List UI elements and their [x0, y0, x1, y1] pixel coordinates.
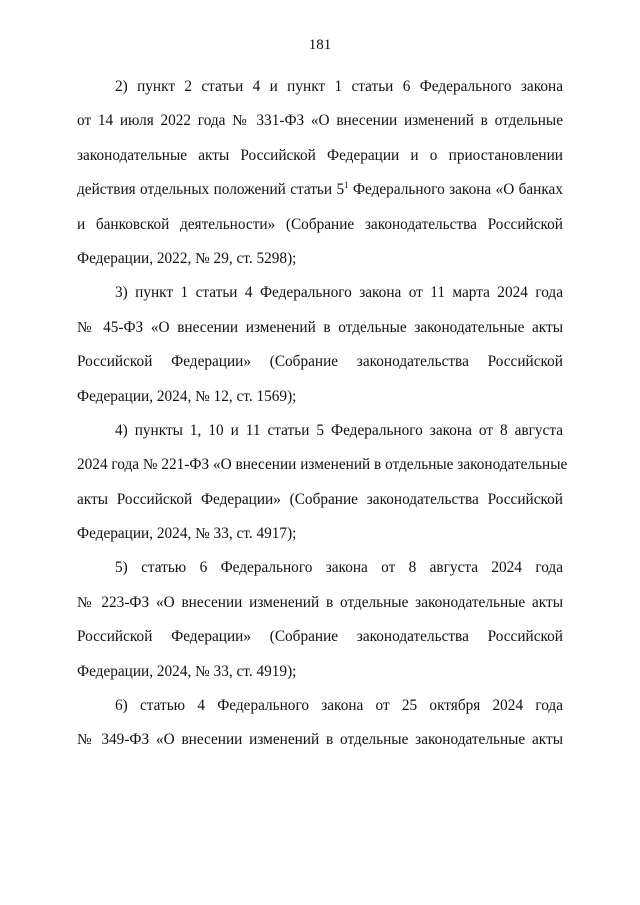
- text-line: Федерации, 2024, № 33, ст. 4919);: [77, 662, 297, 680]
- page-number: 181: [308, 37, 332, 53]
- text-line: Федерации, 2024, № 33, ст. 4917);: [77, 525, 297, 543]
- text-line: № 349-ФЗ «О внесении изменений в отдельные законодательные акты: [77, 731, 563, 749]
- text-line: 4) пункты 1, 10 и 11 статьи 5 Федерального закона от 8 августа: [115, 421, 563, 439]
- paragraph-item-5: [77, 551, 563, 689]
- document-body: [77, 70, 568, 758]
- text-line: 3) пункт 1 статьи 4 Федерального закона от 11 марта 2024 года: [115, 284, 563, 302]
- text-line: 2024 года № 221-ФЗ «О внесении изменений в отдельные законодательные: [77, 456, 568, 474]
- paragraph-item-6: [77, 689, 563, 758]
- text-line: Российской Федерации» (Собрание законодательства Российской: [77, 628, 563, 646]
- text-line: № 223-ФЗ «О внесении изменений в отдельные законодательные акты: [77, 593, 563, 611]
- text-line: № 45-ФЗ «О внесении изменений в отдельные законодательные акты: [77, 318, 563, 336]
- superscript-marker: 1: [344, 180, 349, 191]
- text-fragment: действия отдельных положений статьи 5: [77, 181, 345, 199]
- text-line: законодательные акты Российской Федерации и о приостановлении: [77, 146, 563, 164]
- text-line: 5) статью 6 Федерального закона от 8 августа 2024 года: [115, 559, 563, 577]
- text-line: Федерации, 2024, № 12, ст. 1569);: [77, 387, 297, 405]
- text-line: 2) пункт 2 статьи 4 и пункт 1 статьи 6 Федерального закона: [115, 78, 563, 95]
- text-fragment: Федерального закона «О банках: [348, 181, 563, 199]
- text-line: [77, 173, 563, 207]
- paragraph-item-4: [77, 414, 568, 552]
- paragraph-item-3: [77, 276, 563, 414]
- text-line: и банковской деятельности» (Собрание законодательства Российской: [77, 215, 563, 233]
- text-line: 6) статью 4 Федерального закона от 25 октября 2024 года: [115, 697, 563, 715]
- text-line: от 14 июля 2022 года № 331-ФЗ «О внесении изменений в отдельные: [77, 112, 563, 130]
- paragraph-item-2: [77, 70, 563, 276]
- text-line: Федерации, 2022, № 29, ст. 5298);: [77, 249, 297, 267]
- text-line: Российской Федерации» (Собрание законодательства Российской: [77, 353, 563, 371]
- text-line: акты Российской Федерации» (Собрание законодательства Российской: [77, 490, 563, 508]
